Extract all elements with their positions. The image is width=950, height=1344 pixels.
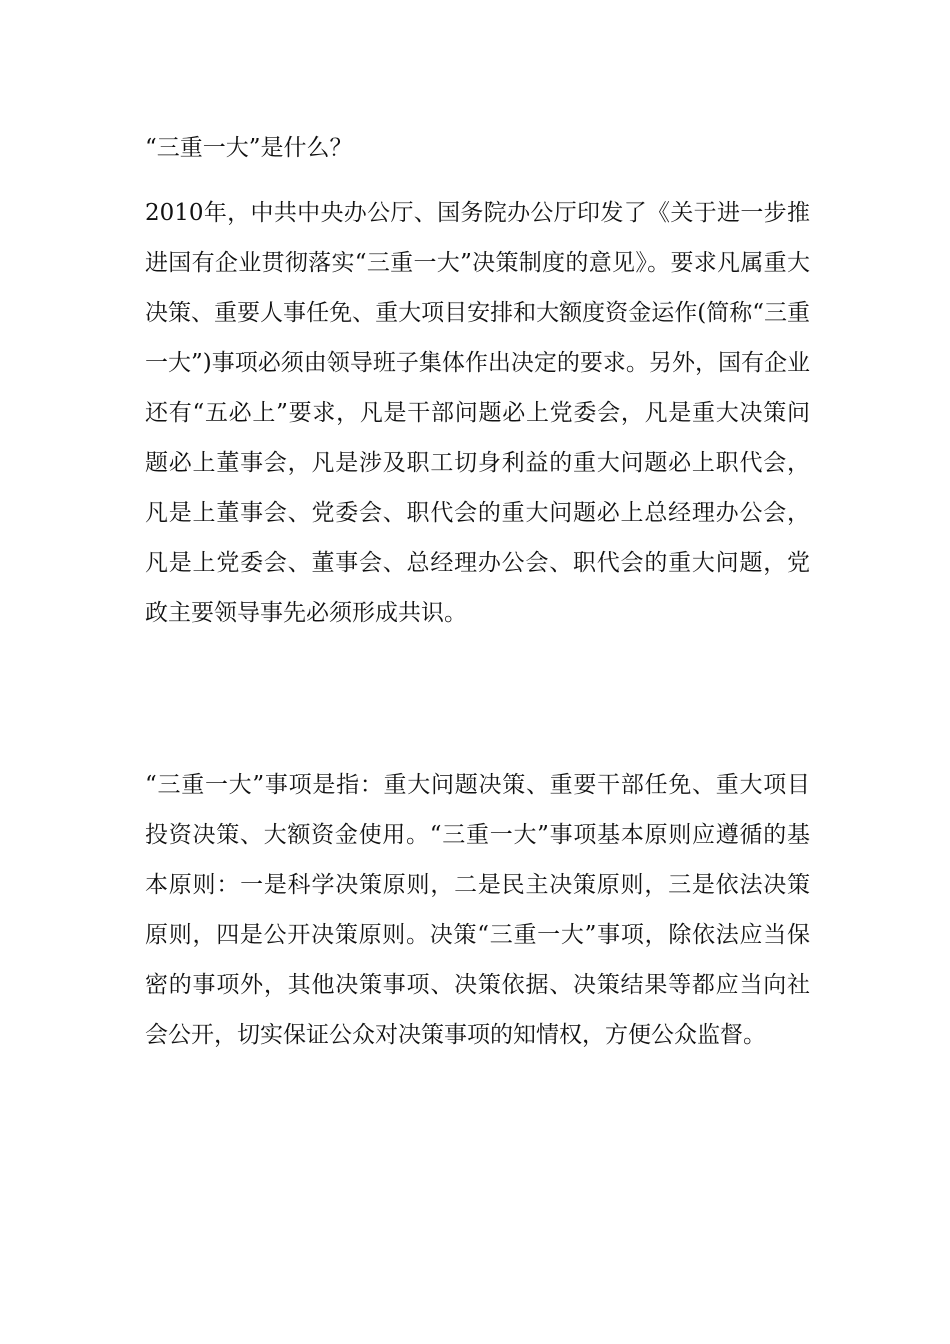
paragraph-background: 2010年，中共中央办公厅、国务院办公厅印发了《关于进一步推进国有企业贯彻落实“三重一大”决策制度的意见》。要求凡属重大决策、重要人事任免、重大项目安排和大额度资金运作(简称“三重一大”)事项必须由领导班子集体作出决定的要求。另外，国有企业还有“五必上”要求，凡是干部问题必上党委会，凡是重大决策问题必上董事会，凡是涉及职工切身利益的重大问题必上职代会，凡是上董事会、党委会、职代会的重大问题必上总经理办公会，凡是上党委会、董事会、总经理办公会、职代会的重大问题，党政主要领导事先必须形成共识。	[145, 200, 810, 626]
paragraph-definition: “三重一大”事项是指：重大问题决策、重要干部任免、重大项目投资决策、大额资金使用。“三重一大”事项基本原则应遵循的基本原则：一是科学决策原则，二是民主决策原则，三是依法决策原则，四是公开决策原则。决策“三重一大”事项，除依法应当保密的事项外，其他决策事项、决策依据、决策结果等都应当向社会公开，切实保证公众对决策事项的知情权，方便公众监督。	[145, 772, 810, 1048]
question-heading: “三重一大”是什么？	[145, 135, 353, 161]
